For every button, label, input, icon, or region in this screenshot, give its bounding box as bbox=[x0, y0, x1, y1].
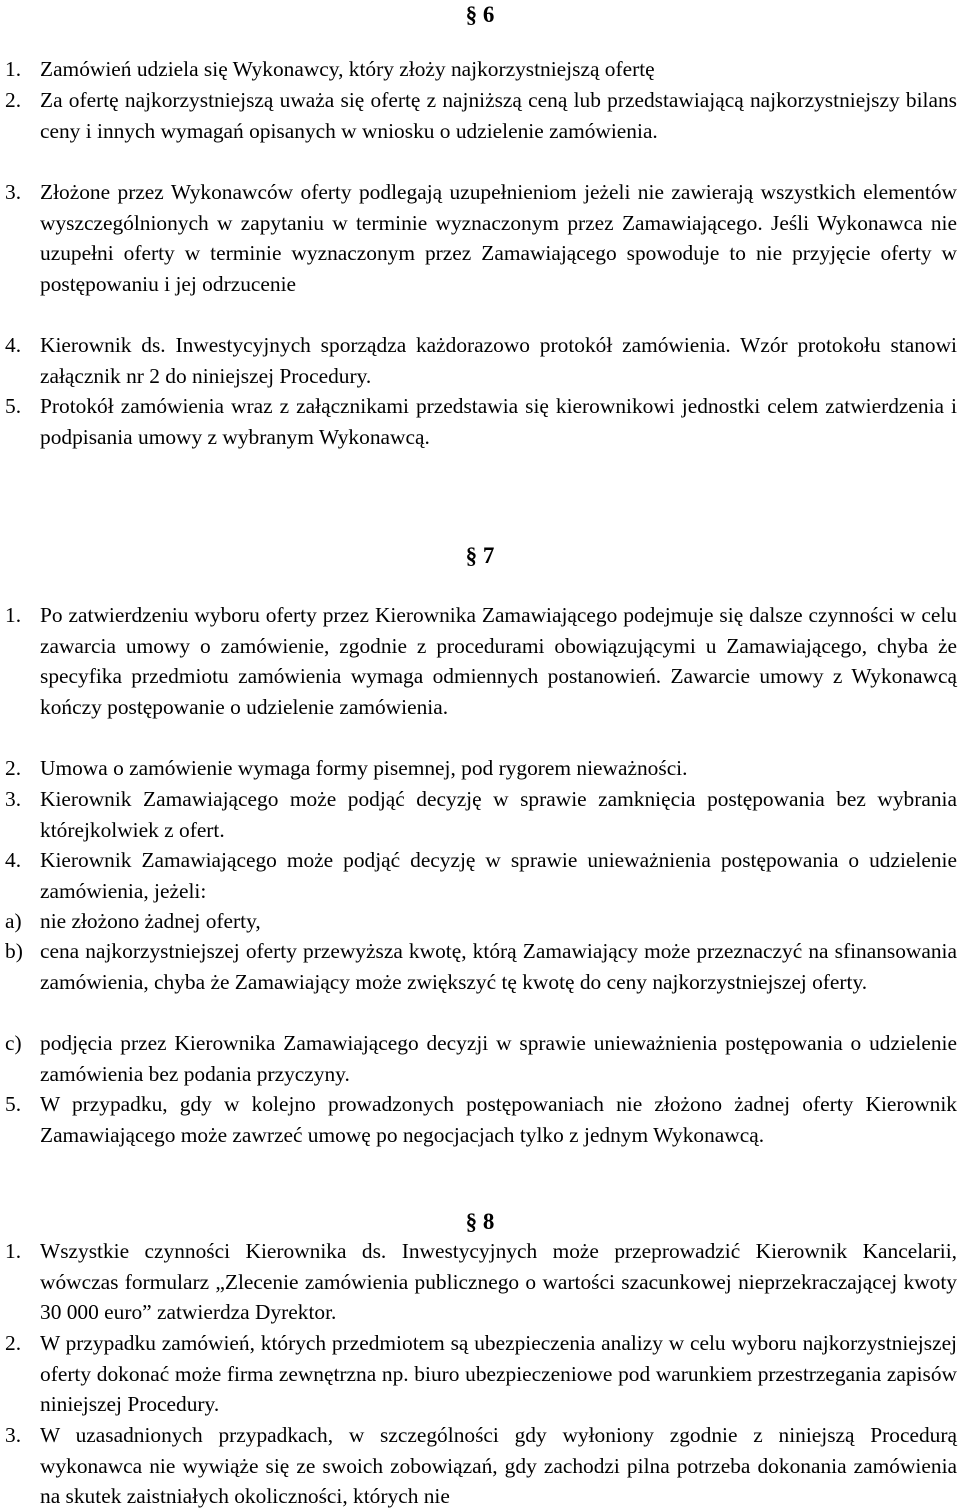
item-number: c) bbox=[5, 1031, 22, 1055]
item-number: 1. bbox=[5, 57, 22, 81]
item-number: b) bbox=[5, 939, 23, 963]
item-text: nie złożono żadnej oferty, bbox=[40, 909, 261, 933]
item-text: W uzasadnionych przypadkach, w szczególności gdy wyłoniony zgodnie z niniejszą Procedurą wykonawca nie wywiąże się ze swoich zobowiązań, gdy zachodzi pilna potrzeba dokonania zamówienia na skutek zaistniałych okoliczności, których nie bbox=[40, 1423, 957, 1509]
item-number: 5. bbox=[5, 394, 22, 418]
item-text: podjęcia przez Kierownika Zamawiającego decyzji w sprawie unieważnienia postępowania o udzielenie zamówienia bez podania przyczyny. bbox=[40, 1031, 957, 1086]
item-number: 4. bbox=[5, 848, 22, 872]
item-number: 2. bbox=[5, 1331, 22, 1355]
list-item bbox=[0, 1028, 957, 1089]
item-number: 3. bbox=[5, 1423, 22, 1447]
item-text: Kierownik Zamawiającego może podjąć decyzję w sprawie unieważnienia postępowania o udzielenie zamówienia, jeżeli: bbox=[40, 848, 957, 903]
item-number: 3. bbox=[5, 180, 22, 204]
list-item bbox=[0, 85, 957, 146]
item-text: Kierownik ds. Inwestycyjnych sporządza każdorazowo protokół zamówienia. Wzór protokołu stanowi załącznik nr 2 do niniejszej Procedury. bbox=[40, 333, 957, 388]
list-item bbox=[0, 936, 957, 997]
list-item bbox=[0, 753, 957, 784]
list-item bbox=[0, 1420, 957, 1512]
item-number: a) bbox=[5, 909, 22, 933]
item-text: Po zatwierdzeniu wyboru oferty przez Kierownika Zamawiającego podejmuje się dalsze czynności w celu zawarcia umowy o zamówienie, zgodnie z procedurami obowiązującymi u Zamawiającego, chyba że specyfika przedmiotu zamówienia wymaga odmiennych postanowień. Zawarcie umowy z Wykonawcą kończy postępowanie o udzielenie zamówienia. bbox=[40, 603, 957, 719]
section-8-heading: § 8 bbox=[465, 1209, 495, 1234]
item-number: 2. bbox=[5, 88, 22, 112]
item-number: 2. bbox=[5, 756, 22, 780]
item-text: Wszystkie czynności Kierownika ds. Inwestycyjnych może przeprowadzić Kierownik Kancelarii, wówczas formularz „Zlecenie zamówienia publicznego o wartości szacunkowej nieprzekraczającej kwoty 30 000 euro” zatwierdza Dyrektor. bbox=[40, 1239, 957, 1325]
item-text: Protokół zamówienia wraz z załącznikami przedstawia się kierownikowi jednostki celem zatwierdzenia i podpisania umowy z wybranym Wykonawcą. bbox=[40, 394, 957, 449]
item-text: W przypadku zamówień, których przedmiotem są ubezpieczenia analizy w celu wyboru najkorzystniejszej oferty dokonać może firma zewnętrzna np. biuro ubezpieczeniowe pod warunkiem przestrzegania zapisów niniejszej Procedury. bbox=[40, 1331, 957, 1417]
item-text: cena najkorzystniejszej oferty przewyższa kwotę, którą Zamawiający może przeznaczyć na sfinansowania zamówienia, chyba że Zamawiający może zwiększyć tę kwotę do ceny najkorzystniejszej oferty. bbox=[40, 939, 957, 994]
item-number: 3. bbox=[5, 787, 22, 811]
item-number: 5. bbox=[5, 1092, 22, 1116]
item-number: 1. bbox=[5, 1239, 22, 1263]
list-item bbox=[0, 600, 957, 722]
list-item bbox=[0, 906, 957, 937]
list-item bbox=[0, 845, 957, 906]
item-number: 1. bbox=[5, 603, 22, 627]
item-number: 4. bbox=[5, 333, 22, 357]
section-6-heading: § 6 bbox=[465, 2, 495, 27]
list-item bbox=[0, 1089, 957, 1150]
list-item bbox=[0, 784, 957, 845]
list-item bbox=[0, 1236, 957, 1328]
item-text: Za ofertę najkorzystniejszą uważa się ofertę z najniższą ceną lub przedstawiającą najkorzystniejszy bilans ceny i innych wymagań opisanych w wniosku o udzielenie zamówienia. bbox=[40, 88, 957, 143]
list-item bbox=[0, 330, 957, 391]
item-text: Kierownik Zamawiającego może podjąć decyzję w sprawie zamknięcia postępowania bez wybrania którejkolwiek z ofert. bbox=[40, 787, 957, 842]
item-text: Zamówień udziela się Wykonawcy, który złoży najkorzystniejszą ofertę bbox=[40, 57, 655, 81]
list-item bbox=[0, 1328, 957, 1420]
list-item bbox=[0, 391, 957, 452]
item-text: W przypadku, gdy w kolejno prowadzonych postępowaniach nie złożono żadnej oferty Kierownik Zamawiającego może zawrzeć umowę po negocjacjach tylko z jednym Wykonawcą. bbox=[40, 1092, 957, 1147]
list-item bbox=[0, 54, 957, 85]
list-item bbox=[0, 177, 957, 299]
section-7-heading: § 7 bbox=[465, 543, 495, 568]
item-text: Umowa o zamówienie wymaga formy pisemnej, pod rygorem nieważności. bbox=[40, 756, 688, 780]
item-text: Złożone przez Wykonawców oferty podlegają uzupełnieniom jeżeli nie zawierają wszystkich elementów wyszczególnionych w zapytaniu w terminie wyznaczonym przez Zamawiającego. Jeśli Wykonawca nie uzupełni oferty w terminie wyznaczonym przez Zamawiającego spowoduje to nie przyjęcie oferty w postępowaniu i jej odrzucenie bbox=[40, 180, 957, 296]
